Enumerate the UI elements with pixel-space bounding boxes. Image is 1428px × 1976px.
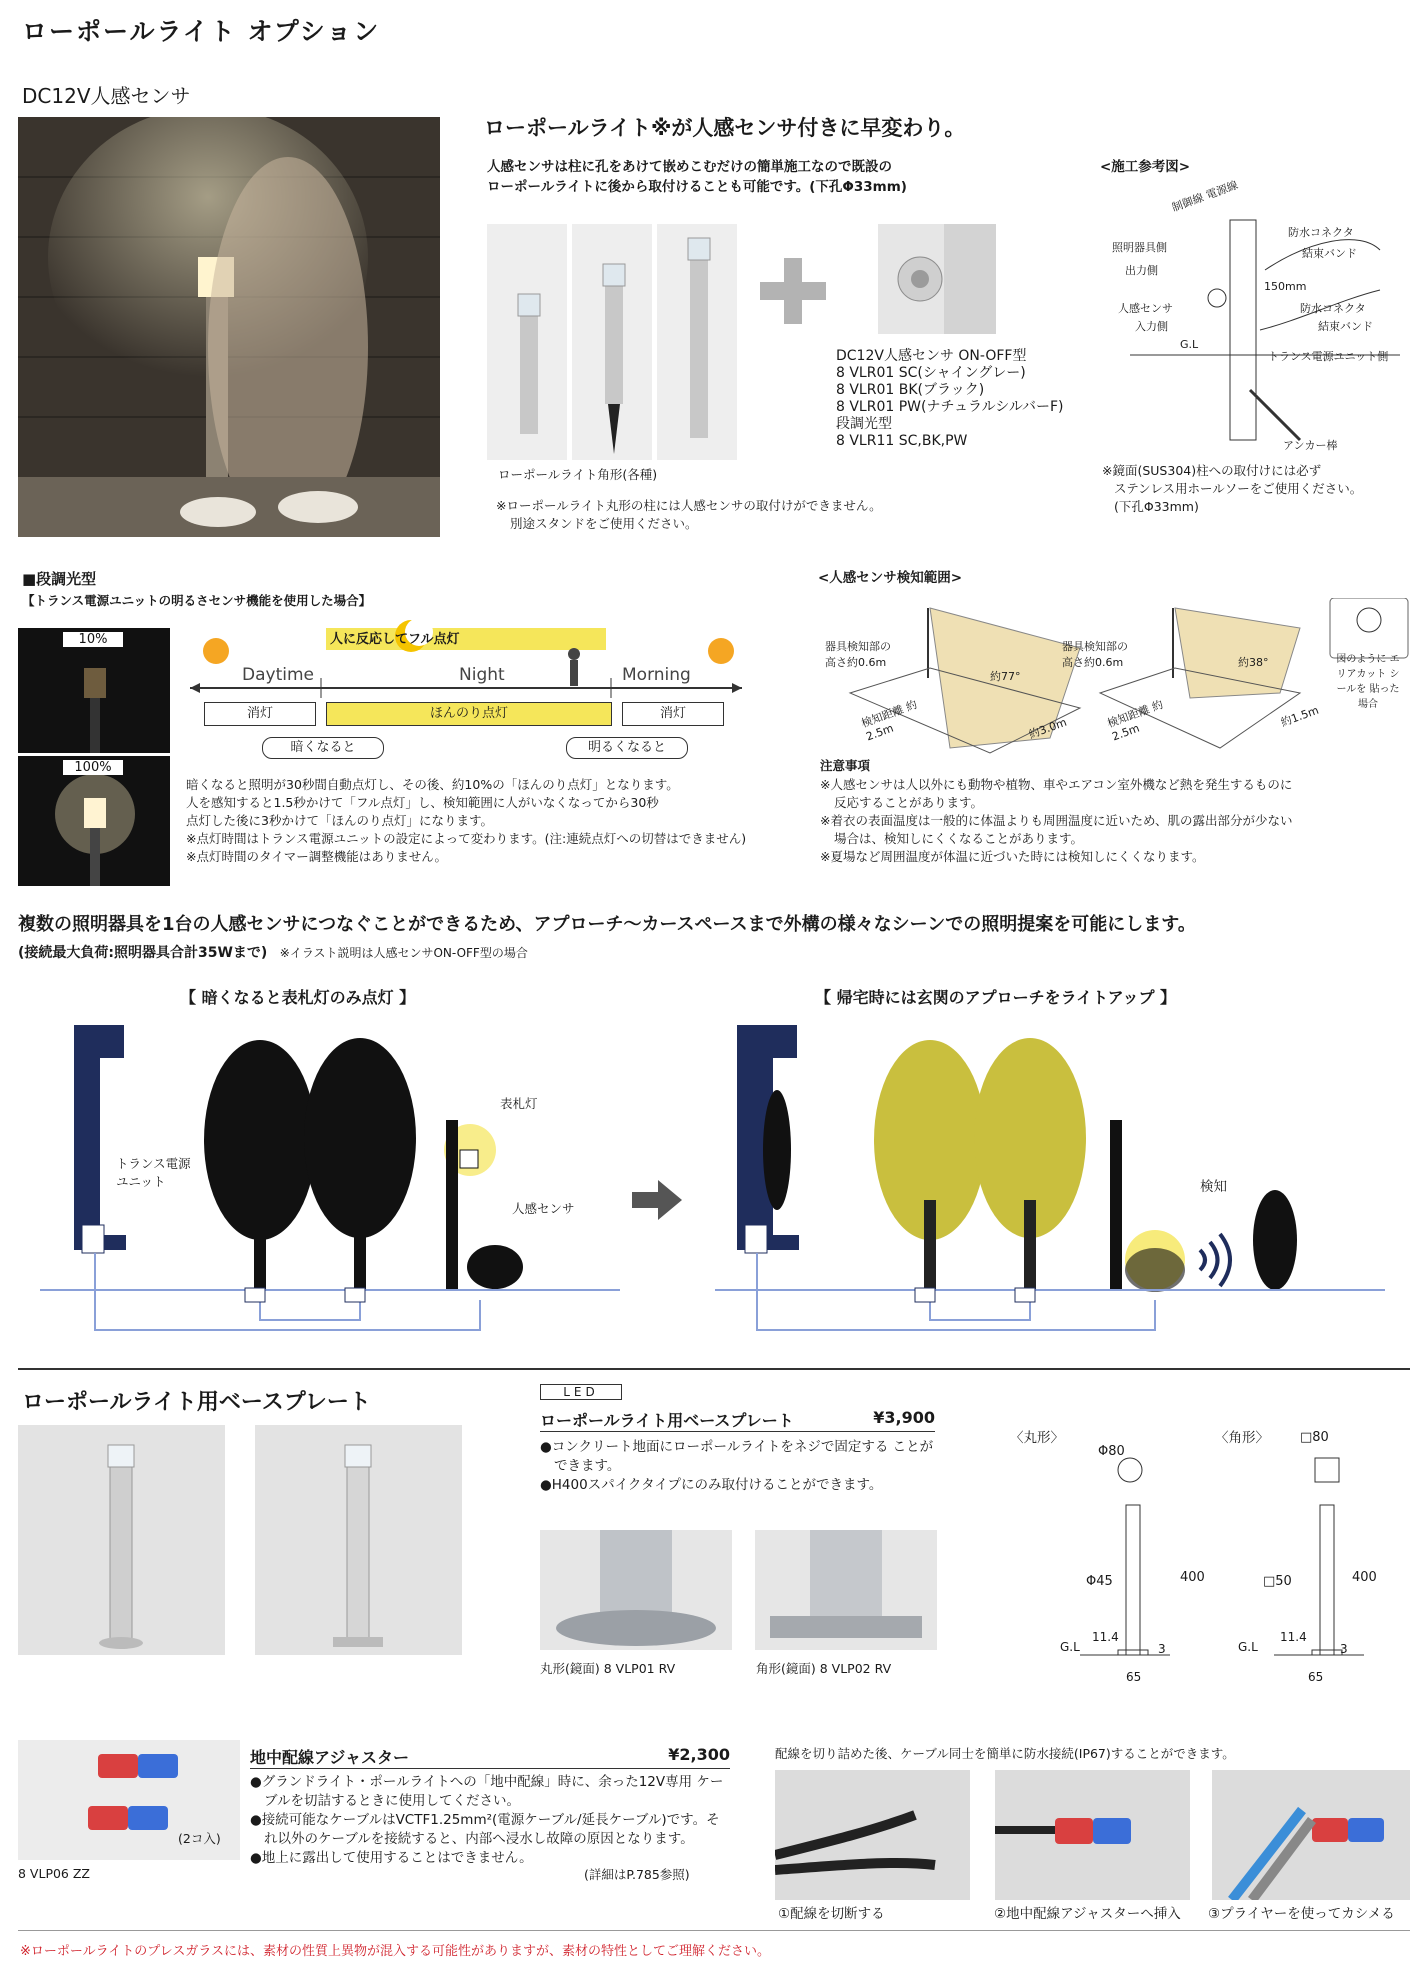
light-caption: ローポールライト角形(各種) xyxy=(498,467,658,482)
caution-line: ※人感センサは人以外にも動物や植物、車やエアコン室外機など熱を発生するものに xyxy=(820,777,1293,792)
caution-title: 注意事項 xyxy=(820,758,871,773)
dim-h400-round: 400 xyxy=(1180,1570,1205,1585)
scenes-headline: 複数の照明器具を1台の人感センサにつなぐことができるため、アプローチ～カースペースまで外構の様々なシーンでの照明提案を可能にします。 xyxy=(18,914,1196,935)
baseplate-price: ¥3,900 xyxy=(873,1408,935,1427)
caution-line: 反応することがあります。 xyxy=(834,795,984,810)
install-label: アンカー棒 xyxy=(1283,439,1338,452)
install-label: 防水コネクタ xyxy=(1288,226,1354,239)
phase-daytime: Daytime xyxy=(238,665,318,685)
scenes-load-note: ※イラスト説明は人感センサON-OFF型の場合 xyxy=(279,946,528,960)
right-angle: 約38° xyxy=(1238,656,1269,669)
right-dist: 検知距離 約2.5m xyxy=(1105,698,1165,744)
scenes-load: (接続最大負荷:照明器具合計35Wまで) xyxy=(18,945,268,961)
install-label: 人感センサ xyxy=(1118,302,1173,315)
adjuster-ref: (詳細はP.785参照) xyxy=(584,1867,690,1882)
baseplate-round-photo xyxy=(18,1425,225,1655)
step3-photo xyxy=(1212,1770,1410,1900)
baseplate-product: ローポールライト用ベースプレート xyxy=(540,1411,794,1430)
install-label: 防水コネクタ xyxy=(1300,302,1366,315)
phase-morning: Morning xyxy=(618,665,695,685)
baseplate-bullets xyxy=(540,1438,940,1495)
sensor-hero-photo xyxy=(18,117,440,537)
install-label: 結束バンド xyxy=(1302,247,1357,260)
dim-h3-square: 3 xyxy=(1340,1642,1348,1656)
led-badge: LED xyxy=(540,1384,622,1400)
state-dim: ほんのり点灯 xyxy=(326,702,612,726)
dim-phi45: Φ45 xyxy=(1086,1574,1113,1589)
dimming-desc-line: 点灯した後に3秒かけて「ほんのり点灯」になります。 xyxy=(186,813,493,828)
install-label: 入力側 xyxy=(1135,320,1168,333)
dimming-desc xyxy=(186,776,776,866)
left-width: 約3.0m xyxy=(1027,715,1069,742)
baseplate-bullet: ●H400スパイクタイプにのみ取付けることができます。 xyxy=(540,1477,883,1493)
state-off-2: 消灯 xyxy=(622,702,724,726)
caution-line: ※夏場など周囲温度が体温に近づいた時には検知しにくくなります。 xyxy=(820,849,1205,864)
detection-title: <人感センサ検知範囲> xyxy=(818,570,963,586)
nameplate-label: 表札灯 xyxy=(500,1096,538,1111)
dim-gl-round: G.L xyxy=(1060,1640,1080,1654)
left-height: 器具検知部の高さ約0.6m xyxy=(825,640,891,669)
dim-pct-low: 10% xyxy=(63,632,123,647)
sensor-label: 人感センサ xyxy=(512,1201,575,1216)
sensor-closeup-photo xyxy=(878,224,996,334)
sensor-section-title: DC12V人感センサ xyxy=(22,84,191,108)
install-note-line: ※鏡面(SUS304)柱への取付けには必ず xyxy=(1102,463,1322,478)
plus-icon xyxy=(760,258,826,324)
dimming-desc-line: 暗くなると照明が30秒間自動点灯し、その後、約10%の「ほんのり点灯」となります。 xyxy=(186,777,679,792)
divider xyxy=(18,1368,1410,1370)
install-note xyxy=(1102,462,1362,516)
right-height: 器具検知部の高さ約0.6m xyxy=(1062,640,1128,669)
phase-night: Night xyxy=(455,665,509,685)
install-title: <施工参考図> xyxy=(1100,159,1191,175)
dim-sq50: □50 xyxy=(1263,1574,1292,1589)
left-dist: 検知距離 約2.5m xyxy=(859,698,919,744)
dim-phi80: Φ80 xyxy=(1098,1444,1125,1459)
dim-gl-square: G.L xyxy=(1238,1640,1258,1654)
sensor-intro-line: ローポールライトに後から取付けることも可能です。(下孔Φ33mm) xyxy=(487,179,907,195)
footer-divider xyxy=(18,1930,1410,1931)
adjuster-qty: (2コ入) xyxy=(178,1831,221,1846)
install-label: 照明器具側 xyxy=(1112,241,1167,254)
trigger-dark: 暗くなると xyxy=(262,737,384,759)
arrow-right-icon xyxy=(632,1180,682,1220)
left-angle: 約77° xyxy=(990,670,1021,683)
adjuster-bullets xyxy=(250,1773,730,1868)
sensor-intro-line: 人感センサは柱に孔をあけて嵌めこむだけの簡単施工なので既設の xyxy=(487,159,892,175)
model-line: 8 VLR01 BK(ブラック) xyxy=(836,382,985,398)
install-note-line: ステンレス用ホールソーをご使用ください。 xyxy=(1114,481,1363,496)
model-line: 8 VLR11 SC,BK,PW xyxy=(836,433,968,449)
install-label: 制御線 電源線 xyxy=(1170,178,1240,215)
walking-person-illustration xyxy=(18,117,440,537)
caution-line: ※着衣の表面温度は一般的に体温よりも周囲温度に近いため、肌の露出部分が少ない xyxy=(820,813,1293,828)
light-photo-short xyxy=(487,224,567,460)
baseplate-round-closeup xyxy=(540,1530,732,1650)
sensor-models xyxy=(836,348,1063,450)
step2-photo xyxy=(995,1770,1190,1900)
dimming-desc-line: 人を感知すると1.5秒かけて「フル点灯」し、検知範囲に人がいなくなってから30秒 xyxy=(186,795,659,810)
baseplate-bullet: ●コンクリート地面にローポールライトをネジで固定する ことができます。 xyxy=(540,1439,934,1474)
dimming-subtitle: 【トランス電源ユニットの明るさセンサ機能を使用した場合】 xyxy=(22,593,372,608)
baseplate-square-closeup xyxy=(755,1530,937,1650)
detect-label: 検知 xyxy=(1200,1179,1227,1195)
install-label: 150mm xyxy=(1264,280,1307,293)
transformer-label: トランス電源 ユニット xyxy=(116,1155,196,1191)
dimming-desc-line: ※点灯時間はトランス電源ユニットの設定によって変わります。(注:連続点灯への切替はできません) xyxy=(186,831,747,846)
light-note-line: ※ローポールライト丸形の柱には人感センサの取付けができません。 xyxy=(496,498,882,513)
light-note xyxy=(496,497,882,533)
step3-label: ③プライヤーを使ってカシメる xyxy=(1208,1906,1395,1922)
dimming-timeline xyxy=(186,616,746,756)
install-label: トランス電源ユニット側 xyxy=(1268,350,1389,363)
install-note-line: (下孔Φ33mm) xyxy=(1114,499,1199,514)
dim-photo-10 xyxy=(18,628,170,753)
install-label: 出力側 xyxy=(1125,264,1158,277)
dim-h400-square: 400 xyxy=(1352,1570,1377,1585)
light-photo-tall xyxy=(657,224,737,460)
adjuster-product: 地中配線アジャスター xyxy=(250,1748,410,1767)
dimming-desc-line: ※点灯時間のタイマー調整機能はありません。 xyxy=(186,849,447,864)
dim-h114-round: 11.4 xyxy=(1092,1630,1119,1644)
dim-w65-square: 65 xyxy=(1308,1670,1324,1684)
scene-right-title: 【 帰宅時には玄関のアプローチをライトアップ 】 xyxy=(815,988,1177,1007)
model-line: 8 VLR01 PW(ナチュラルシルバーF) xyxy=(836,399,1064,415)
sensor-headline: ローポールライト※が人感センサ付きに早変わり。 xyxy=(484,116,966,140)
sensor-intro xyxy=(487,157,1057,197)
square-label: 〈角形〉 xyxy=(1215,1430,1269,1446)
scene-left-title: 【 暗くなると表札灯のみ点灯 】 xyxy=(180,988,416,1007)
light-note-line: 別途スタンドをご使用ください。 xyxy=(510,516,698,531)
trigger-light: 明るくなると xyxy=(566,737,688,759)
step1-label: ①配線を切断する xyxy=(778,1906,885,1922)
timeline-banner: 人に反応してフル点灯 xyxy=(330,632,460,647)
step2-label: ②地中配線アジャスターへ挿入 xyxy=(994,1906,1181,1922)
adjuster-product-row xyxy=(250,1745,730,1769)
dim-pct-high: 100% xyxy=(63,760,123,775)
model-line: DC12V人感センサ ON-OFF型 xyxy=(836,348,1027,364)
cap-round: 丸形(鏡面) 8 VLP01 RV xyxy=(540,1661,676,1676)
dim-sq80: □80 xyxy=(1300,1430,1329,1445)
footer-note: ※ローポールライトのプレスガラスには、素材の性質上異物が混入する可能性がありますが、素材の特性としてご理解ください。 xyxy=(20,1944,770,1959)
baseplate-product-row xyxy=(540,1408,935,1432)
install-label: 結束バンド xyxy=(1318,320,1373,333)
adjuster-model: 8 VLP06 ZZ xyxy=(18,1866,90,1881)
seal-note: 図のように エリアカット シールを 貼った場合 xyxy=(1336,654,1400,710)
adjuster-howto: 配線を切り詰めた後、ケーブル同士を簡単に防水接続(IP67)することができます。 xyxy=(775,1746,1235,1761)
caution-list xyxy=(820,776,1410,866)
caution-line: 場合は、検知しにくくなることがあります。 xyxy=(834,831,1084,846)
state-off-1: 消灯 xyxy=(204,702,316,726)
page-title: ローポールライト オプション xyxy=(22,17,381,46)
dimming-title: ■段調光型 xyxy=(22,570,97,588)
baseplate-square-photo xyxy=(255,1425,462,1655)
right-width: 約1.5m xyxy=(1279,703,1321,730)
step1-photo xyxy=(775,1770,970,1900)
install-label: G.L xyxy=(1180,338,1199,351)
scenes-load-row xyxy=(18,942,528,962)
adjuster-bullet: ●接続可能なケーブルはVCTF1.25mm²(電源ケーブル/延長ケーブル)です。それ以外のケーブルを接続すると、内部へ浸水し故障の原因となります。 xyxy=(250,1812,720,1847)
dim-h114-square: 11.4 xyxy=(1280,1630,1307,1644)
light-photo-spike xyxy=(572,224,652,460)
adjuster-price: ¥2,300 xyxy=(668,1745,730,1764)
dim-photo-100 xyxy=(18,756,170,886)
model-line: 8 VLR01 SC(シャイングレー) xyxy=(836,365,1026,381)
dim-h3-round: 3 xyxy=(1158,1642,1166,1656)
dim-w65-round: 65 xyxy=(1126,1670,1142,1684)
adjuster-bullet: ●地上に露出して使用することはできません。 xyxy=(250,1850,533,1866)
scene-right-illustration xyxy=(715,1020,1385,1350)
round-label: 〈丸形〉 xyxy=(1010,1430,1064,1446)
adjuster-bullet: ●グランドライト・ポールライトへの「地中配線」時に、余った12V専用 ケーブルを切詰するときに使用してください。 xyxy=(250,1774,724,1809)
baseplate-section-title: ローポールライト用ベースプレート xyxy=(22,1390,371,1415)
cap-square: 角形(鏡面) 8 VLP02 RV xyxy=(756,1661,892,1676)
model-line: 段調光型 xyxy=(836,416,892,432)
